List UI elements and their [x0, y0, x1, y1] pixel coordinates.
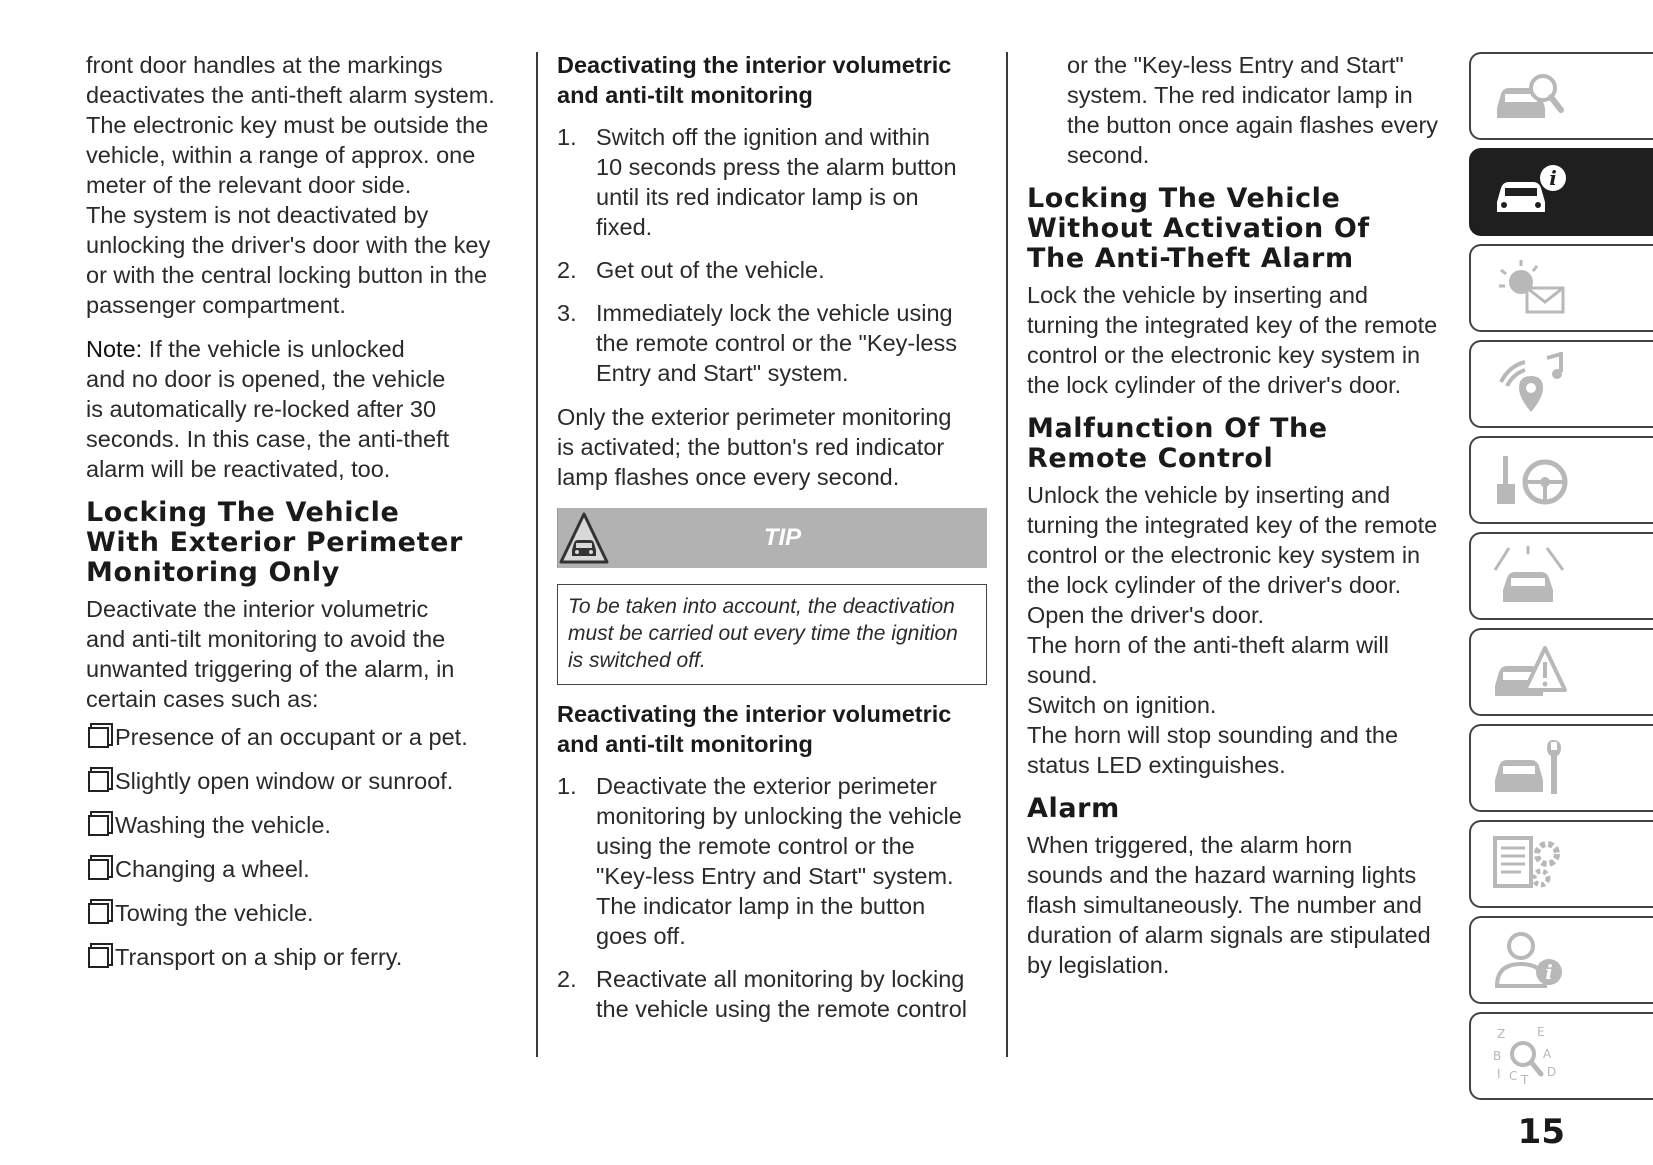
line: and anti-tilt monitoring to avoid the	[86, 626, 446, 652]
heading-line: With Exterior Perimeter	[86, 527, 463, 558]
heading-line: Remote Control	[1027, 443, 1274, 474]
line: Deactivate the interior volumetric	[86, 596, 429, 622]
column-1	[86, 50, 516, 986]
car-magnifier-icon	[1491, 64, 1571, 128]
line: 10 seconds press the alarm button	[596, 154, 957, 180]
list-item-text: Transport on a ship or ferry.	[115, 944, 403, 970]
line: deactivates the anti-theft alarm system.	[86, 82, 495, 108]
line: the lock cylinder of the driver's door.	[1027, 572, 1402, 598]
list-item-text: Changing a wheel.	[115, 856, 310, 882]
line: sound.	[1027, 662, 1098, 688]
body-paragraph	[1027, 480, 1457, 780]
index-letter: A	[1543, 1047, 1552, 1061]
subheading-line: Reactivating the interior volumetric	[557, 701, 952, 727]
section-heading	[1027, 414, 1457, 474]
line: fixed.	[596, 214, 653, 240]
line: meter of the relevant door side.	[86, 172, 412, 198]
line: turning the integrated key of the remote	[1027, 512, 1438, 538]
line: is switched off.	[568, 649, 706, 672]
note-label: Note:	[86, 336, 143, 362]
info-glyph: i	[1545, 960, 1553, 984]
heading-line: Monitoring Only	[86, 557, 340, 588]
section-heading	[86, 498, 516, 588]
subheading-line: Deactivating the interior volumetric	[557, 52, 952, 78]
checkbox-bullet-icon	[88, 903, 109, 924]
line: Switch on ignition.	[1027, 692, 1217, 718]
section-heading	[1027, 184, 1457, 274]
body-paragraph	[557, 402, 987, 492]
subheading-reactivating	[557, 699, 987, 759]
index-letter: Z	[1497, 1027, 1506, 1041]
line: Switch off the ignition and within	[596, 124, 930, 150]
tip-label: TIP	[763, 524, 802, 551]
list-item-text: Presence of an occupant or a pet.	[115, 724, 468, 750]
line: Deactivate the exterior perimeter	[596, 773, 937, 799]
line: until its red indicator lamp is on	[596, 184, 919, 210]
list-item	[86, 766, 516, 796]
line: must be carried out every time the ignition	[568, 622, 958, 645]
line: The electronic key must be outside the	[86, 112, 489, 138]
line: monitoring by unlocking the vehicle	[596, 803, 962, 829]
list-item	[86, 810, 516, 840]
line: When triggered, the alarm horn	[1027, 832, 1353, 858]
line: flash simultaneously. The number and	[1027, 892, 1422, 918]
line: turning the integrated key of the remote	[1027, 312, 1438, 338]
line: system. The red indicator lamp in	[1067, 82, 1413, 108]
list-item	[557, 771, 987, 951]
line: control or the electronic key system in	[1027, 342, 1421, 368]
numbered-list-reactivating	[557, 771, 987, 1024]
body-paragraph	[86, 594, 516, 714]
list-item-text: Slightly open window or sunroof.	[115, 768, 454, 794]
checkbox-bullet-icon	[88, 859, 109, 880]
index-letter: I	[1497, 1067, 1501, 1081]
line: certain cases such as:	[86, 686, 319, 712]
info-glyph: i	[1549, 166, 1557, 190]
line: second.	[1067, 142, 1150, 168]
index-letter: E	[1537, 1025, 1545, 1039]
line: Entry and Start" system.	[596, 360, 849, 386]
tab-chapter-4[interactable]	[1469, 340, 1653, 428]
tab-chapter-7[interactable]	[1469, 628, 1653, 716]
line: The horn of the anti-theft alarm will	[1027, 632, 1389, 658]
tab-chapter-1[interactable]	[1469, 52, 1653, 140]
tab-chapter-6[interactable]	[1469, 532, 1653, 620]
list-item	[86, 854, 516, 884]
body-paragraph	[1027, 830, 1457, 980]
checkbox-bullet-icon	[88, 771, 109, 792]
column-divider	[1006, 52, 1008, 1057]
line: The system is not deactivated by	[86, 202, 429, 228]
index-letter: C	[1509, 1069, 1518, 1083]
heading-line: Malfunction Of The	[1027, 413, 1328, 444]
line: Get out of the vehicle.	[596, 257, 825, 283]
line: alarm will be reactivated, too.	[86, 456, 391, 482]
body-paragraph	[1027, 280, 1457, 400]
line: the vehicle using the remote control	[596, 996, 967, 1022]
list-number: 3.	[557, 300, 577, 326]
intro-paragraph	[86, 50, 516, 320]
car-info-icon	[1491, 160, 1571, 224]
list-item	[86, 898, 516, 928]
checkbox-bullet-icon	[88, 815, 109, 836]
line: the lock cylinder of the driver's door.	[1027, 372, 1402, 398]
list-item	[557, 122, 987, 242]
line: or with the central locking button in the	[86, 262, 488, 288]
subheading-line: and anti-tilt monitoring	[557, 82, 813, 108]
list-gears-icon	[1491, 832, 1571, 896]
list-item-text: Towing the vehicle.	[115, 900, 314, 926]
line: is activated; the button's red indicator	[557, 434, 945, 460]
heading-line: Without Activation Of	[1027, 213, 1370, 244]
line: Unlock the vehicle by inserting and	[1027, 482, 1391, 508]
tab-chapter-3[interactable]	[1469, 244, 1653, 332]
page-number: 15	[1517, 1112, 1565, 1152]
list-number: 1.	[557, 124, 577, 150]
list-item	[557, 298, 987, 388]
list-item	[86, 942, 516, 972]
list-number: 2.	[557, 257, 577, 283]
column-3	[1027, 50, 1457, 980]
line: Only the exterior perimeter monitoring	[557, 404, 952, 430]
index-letter: D	[1547, 1065, 1557, 1079]
list-item	[86, 722, 516, 752]
list-item	[557, 964, 987, 1024]
line: the button once again flashes every	[1067, 112, 1439, 138]
tab-chapter-10[interactable]	[1469, 916, 1653, 1004]
line: status LED extinguishes.	[1027, 752, 1286, 778]
line: seconds. In this case, the anti-theft	[86, 426, 450, 452]
line: front door handles at the markings	[86, 52, 443, 78]
numbered-list-deactivating	[557, 122, 987, 388]
line: is automatically re-locked after 30	[86, 396, 437, 422]
car-wrench-icon	[1491, 736, 1571, 800]
signal-music-pin-icon	[1491, 352, 1571, 416]
list-item-text: Washing the vehicle.	[115, 812, 331, 838]
line: lamp flashes once every second.	[557, 464, 900, 490]
line: duration of alarm signals are stipulated	[1027, 922, 1431, 948]
car-warning-icon	[1491, 640, 1571, 704]
tab-chapter-5[interactable]	[1469, 436, 1653, 524]
lever-steering-wheel-icon	[1491, 448, 1571, 512]
subheading-line: and anti-tilt monitoring	[557, 731, 813, 757]
person-info-icon	[1491, 928, 1571, 992]
line: Lock the vehicle by inserting and	[1027, 282, 1368, 308]
line: unwanted triggering of the alarm, in	[86, 656, 455, 682]
line: by legislation.	[1027, 952, 1170, 978]
line: the remote control or the "Key-less	[596, 330, 958, 356]
tab-chapter-9[interactable]	[1469, 820, 1653, 908]
list-number: 1.	[557, 773, 577, 799]
tip-banner	[557, 508, 987, 568]
list-item	[557, 255, 987, 285]
line: To be taken into account, the deactivation	[568, 595, 955, 618]
line: passenger compartment.	[86, 292, 346, 318]
alphabet-index-icon	[1491, 1024, 1571, 1088]
checkbox-bullet-icon	[88, 947, 109, 968]
line: sounds and the hazard warning lights	[1027, 862, 1417, 888]
line: Open the driver's door.	[1027, 602, 1265, 628]
car-lanes-icon	[1491, 544, 1571, 608]
line: control or the electronic key system in	[1027, 542, 1421, 568]
line: and no door is opened, the vehicle	[86, 366, 446, 392]
section-heading: Alarm	[1027, 793, 1120, 824]
light-envelope-icon	[1491, 256, 1571, 320]
tab-chapter-11[interactable]	[1469, 1012, 1653, 1100]
line: Immediately lock the vehicle using	[596, 300, 953, 326]
line: The horn will stop sounding and the	[1027, 722, 1399, 748]
line: goes off.	[596, 923, 686, 949]
column-divider	[536, 52, 538, 1057]
line: vehicle, within a range of approx. one	[86, 142, 476, 168]
column-2	[557, 50, 987, 1038]
line: or the "Key-less Entry and Start"	[1067, 52, 1404, 78]
continued-list-text	[1027, 50, 1457, 170]
chapter-tabs	[1469, 52, 1653, 1108]
tab-chapter-2[interactable]	[1469, 148, 1653, 236]
subheading-deactivating	[557, 50, 987, 110]
line: "Key-less Entry and Start" system.	[596, 863, 954, 889]
line: Reactivate all monitoring by locking	[596, 966, 965, 992]
list-number: 2.	[557, 966, 577, 992]
checkbox-bullet-icon	[88, 727, 109, 748]
heading-line: The Anti-Theft Alarm	[1027, 243, 1354, 274]
bullet-list	[86, 722, 516, 972]
tab-chapter-8[interactable]	[1469, 724, 1653, 812]
line: If the vehicle is unlocked	[142, 336, 405, 362]
line: The indicator lamp in the button	[596, 893, 926, 919]
index-letter: B	[1493, 1049, 1502, 1063]
line: unlocking the driver's door with the key	[86, 232, 491, 258]
heading-line: Locking The Vehicle	[86, 497, 400, 528]
heading-line: Locking The Vehicle	[1027, 183, 1341, 214]
index-letter: T	[1521, 1073, 1529, 1087]
note-paragraph	[86, 334, 516, 484]
tip-body	[557, 584, 987, 685]
line: using the remote control or the	[596, 833, 915, 859]
